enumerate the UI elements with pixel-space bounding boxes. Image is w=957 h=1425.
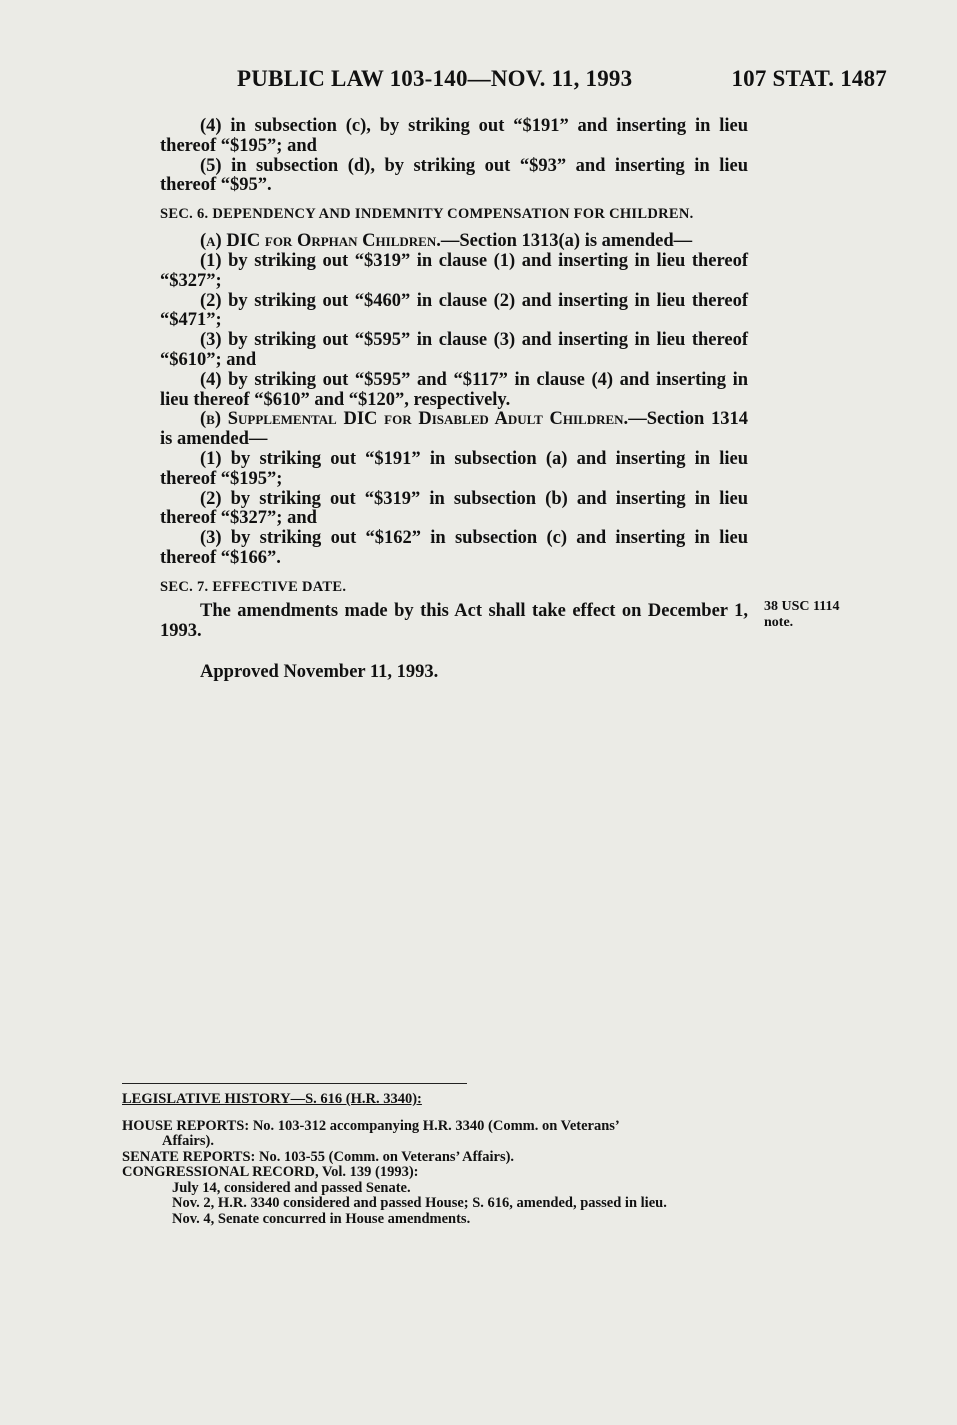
section-6-heading: SEC. 6. DEPENDENCY AND INDEMNITY COMPENSATION FOR CHILDREN.	[160, 206, 694, 223]
clause-b3: (3) by striking out “$162” in subsection (c) and inserting in lieu thereof “$166”.	[160, 528, 748, 568]
paragraph-5-subsection-d: (5) in subsection (d), by striking out “$93” and inserting in lieu thereof “$95”.	[160, 155, 748, 196]
house-reports-continued: Affairs).	[162, 1133, 214, 1149]
subsection-b-text: —Section 1314 is amended—	[160, 409, 748, 450]
clause-b1: (1) by striking out “$191” in subsection (a) and inserting in lieu thereof “$195”;	[160, 448, 748, 489]
margin-note	[764, 599, 839, 631]
subsection-a-text: —Section 1313(a) is amended—	[440, 231, 693, 252]
clause-b2: (2) by striking out “$319” in subsection (b) and inserting in lieu thereof “$327”; and	[160, 488, 748, 529]
header-title: PUBLIC LAW 103-140—NOV. 11, 1993	[237, 66, 633, 91]
section-7-text: The amendments made by this Act shall take effect on December 1, 1993.	[160, 600, 748, 641]
main-text	[160, 117, 748, 683]
subsection-b	[160, 410, 748, 450]
subsection-b-heading: (b) Supplemental DIC for Disabled Adult Children.	[200, 409, 629, 430]
record-entry-3: Nov. 4, Senate concurred in House amendments.	[172, 1210, 471, 1227]
paragraph-4-subsection-c: (4) in subsection (c), by striking out “$191” and inserting in lieu thereof “$195”; and	[160, 116, 748, 156]
clause-a4: (4) by striking out “$595” and “$117” in clause (4) and inserting in lieu thereof “$610” and “$120”, respectively.	[160, 369, 748, 410]
section-7-heading: SEC. 7. EFFECTIVE DATE.	[160, 578, 347, 595]
footnote-divider	[122, 1083, 467, 1084]
senate-reports: SENATE REPORTS: No. 103-55 (Comm. on Veterans’ Affairs).	[122, 1148, 515, 1165]
subsection-a	[160, 232, 748, 252]
running-header	[237, 66, 887, 92]
clause-a1: (1) by striking out “$319” in clause (1) and inserting in lieu thereof “$327”;	[160, 250, 748, 291]
subsection-a-heading: (a) DIC for Orphan Children.	[200, 231, 441, 252]
margin-note-label: note.	[764, 615, 794, 630]
clause-a3: (3) by striking out “$595” in clause (3) and inserting in lieu thereof “$610”; and	[160, 330, 748, 370]
congressional-record: CONGRESSIONAL RECORD, Vol. 139 (1993):	[122, 1164, 419, 1180]
legislative-history-heading: LEGISLATIVE HISTORY—S. 616 (H.R. 3340):	[122, 1091, 422, 1107]
margin-note-citation: 38 USC 1114	[764, 599, 840, 614]
approval-date: Approved November 11, 1993.	[200, 662, 439, 683]
header-stat-page: 107 STAT. 1487	[731, 66, 887, 91]
record-entry-2: Nov. 2, H.R. 3340 considered and passed House; S. 616, amended, passed in lieu.	[172, 1195, 667, 1211]
record-entry-1: July 14, considered and passed Senate.	[172, 1179, 411, 1196]
legislative-history	[122, 1092, 762, 1227]
clause-a2: (2) by striking out “$460” in clause (2) and inserting in lieu thereof “$471”;	[160, 290, 748, 331]
house-reports: HOUSE REPORTS: No. 103-312 accompanying H.R. 3340 (Comm. on Veterans’	[122, 1117, 620, 1134]
